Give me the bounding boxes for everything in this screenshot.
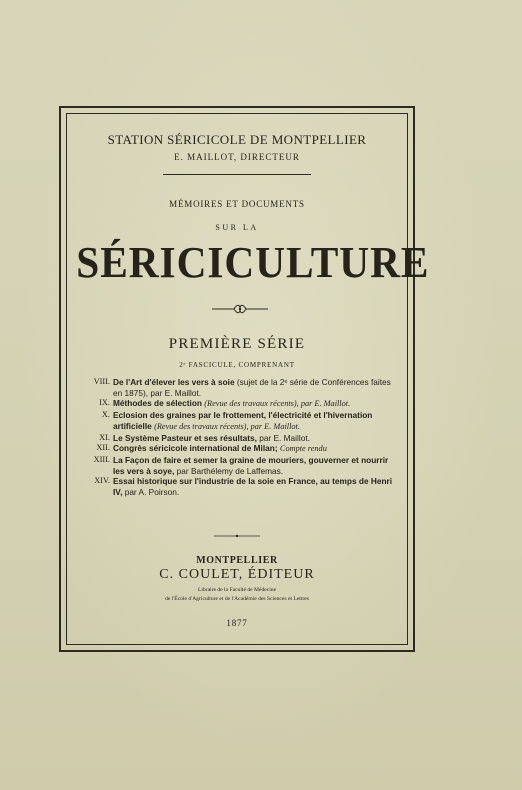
list-item (80, 398, 400, 410)
entry-number: IX. (99, 398, 110, 408)
entry-number: XII. (96, 443, 110, 453)
entry-detail: par Barthélemy de Laffemas. (176, 465, 284, 476)
list-item (80, 433, 400, 444)
director-line: E. MAILLOT, DIRECTEUR (174, 152, 300, 162)
list-item (80, 410, 400, 432)
ornament-flourish-icon (210, 302, 270, 316)
imprint-divider (214, 534, 260, 538)
entry-number: XIV. (94, 476, 110, 486)
entry-detail: (Revue des travaux récents), par E. Maillot. (154, 421, 300, 431)
entry-number: X. (101, 410, 110, 420)
list-item (80, 443, 400, 455)
contents-list (80, 377, 400, 498)
imprint-year: 1877 (226, 618, 248, 628)
entry-number: XI. (99, 432, 110, 442)
list-item (80, 377, 400, 398)
entry-detail: Compte rendu (279, 444, 327, 454)
entry-title: Essai historique sur l'industrie de la soie en France, au temps de Henri IV, (113, 476, 393, 498)
list-item (80, 455, 400, 476)
imprint-note-2: de l'École d'Agriculture et de l'Académie des Sciences et Lettres (165, 596, 309, 602)
imprint-city: MONTPELLIER (196, 555, 278, 566)
list-item (80, 476, 400, 497)
station-heading: STATION SÉRICICOLE DE MONTPELLIER (107, 132, 367, 147)
entry-title: Méthodes de sélection (113, 398, 202, 409)
entry-number: XIII. (93, 454, 110, 464)
entry-detail: par A. Poirson. (124, 487, 180, 498)
memoires-line: MÉMOIRES ET DOCUMENTS (169, 199, 305, 209)
header-divider (163, 174, 311, 175)
entry-detail: (sujet de la 2ᵉ série de Conférences faites en 1875), par E. Maillot. (113, 377, 391, 398)
entry-number: VIII. (93, 377, 110, 386)
imprint-publisher: C. COULET, ÉDITEUR (159, 567, 315, 582)
entry-title: Congrès séricicole international de Milan; (113, 443, 278, 454)
imprint-note-1: Libraire de la Faculté de Médecine (197, 587, 277, 593)
sur-la-line: SUR LA (215, 223, 259, 232)
main-title: SÉRICICULTURE (76, 238, 430, 287)
entry-detail: par E. Maillot. (259, 432, 310, 443)
fascicule-line: 2ᵉ FASCICULE, COMPRENANT (179, 361, 295, 369)
entry-title: Eclosion des graines par le frottement, l'électricité et l'hivernation artificielle (113, 410, 373, 431)
entry-detail: (Revue des travaux récents), par E. Maillot. (204, 399, 351, 409)
entry-title: De l'Art d'élever les vers à soie (113, 377, 235, 387)
series-title: PREMIÈRE SÉRIE (168, 336, 306, 352)
entry-title: Le Système Pasteur et ses résultats, (113, 432, 257, 443)
entry-title: La Façon de faire et semer la graine de mouriers, gouverner et nourrir les vers à soye, (113, 454, 389, 476)
